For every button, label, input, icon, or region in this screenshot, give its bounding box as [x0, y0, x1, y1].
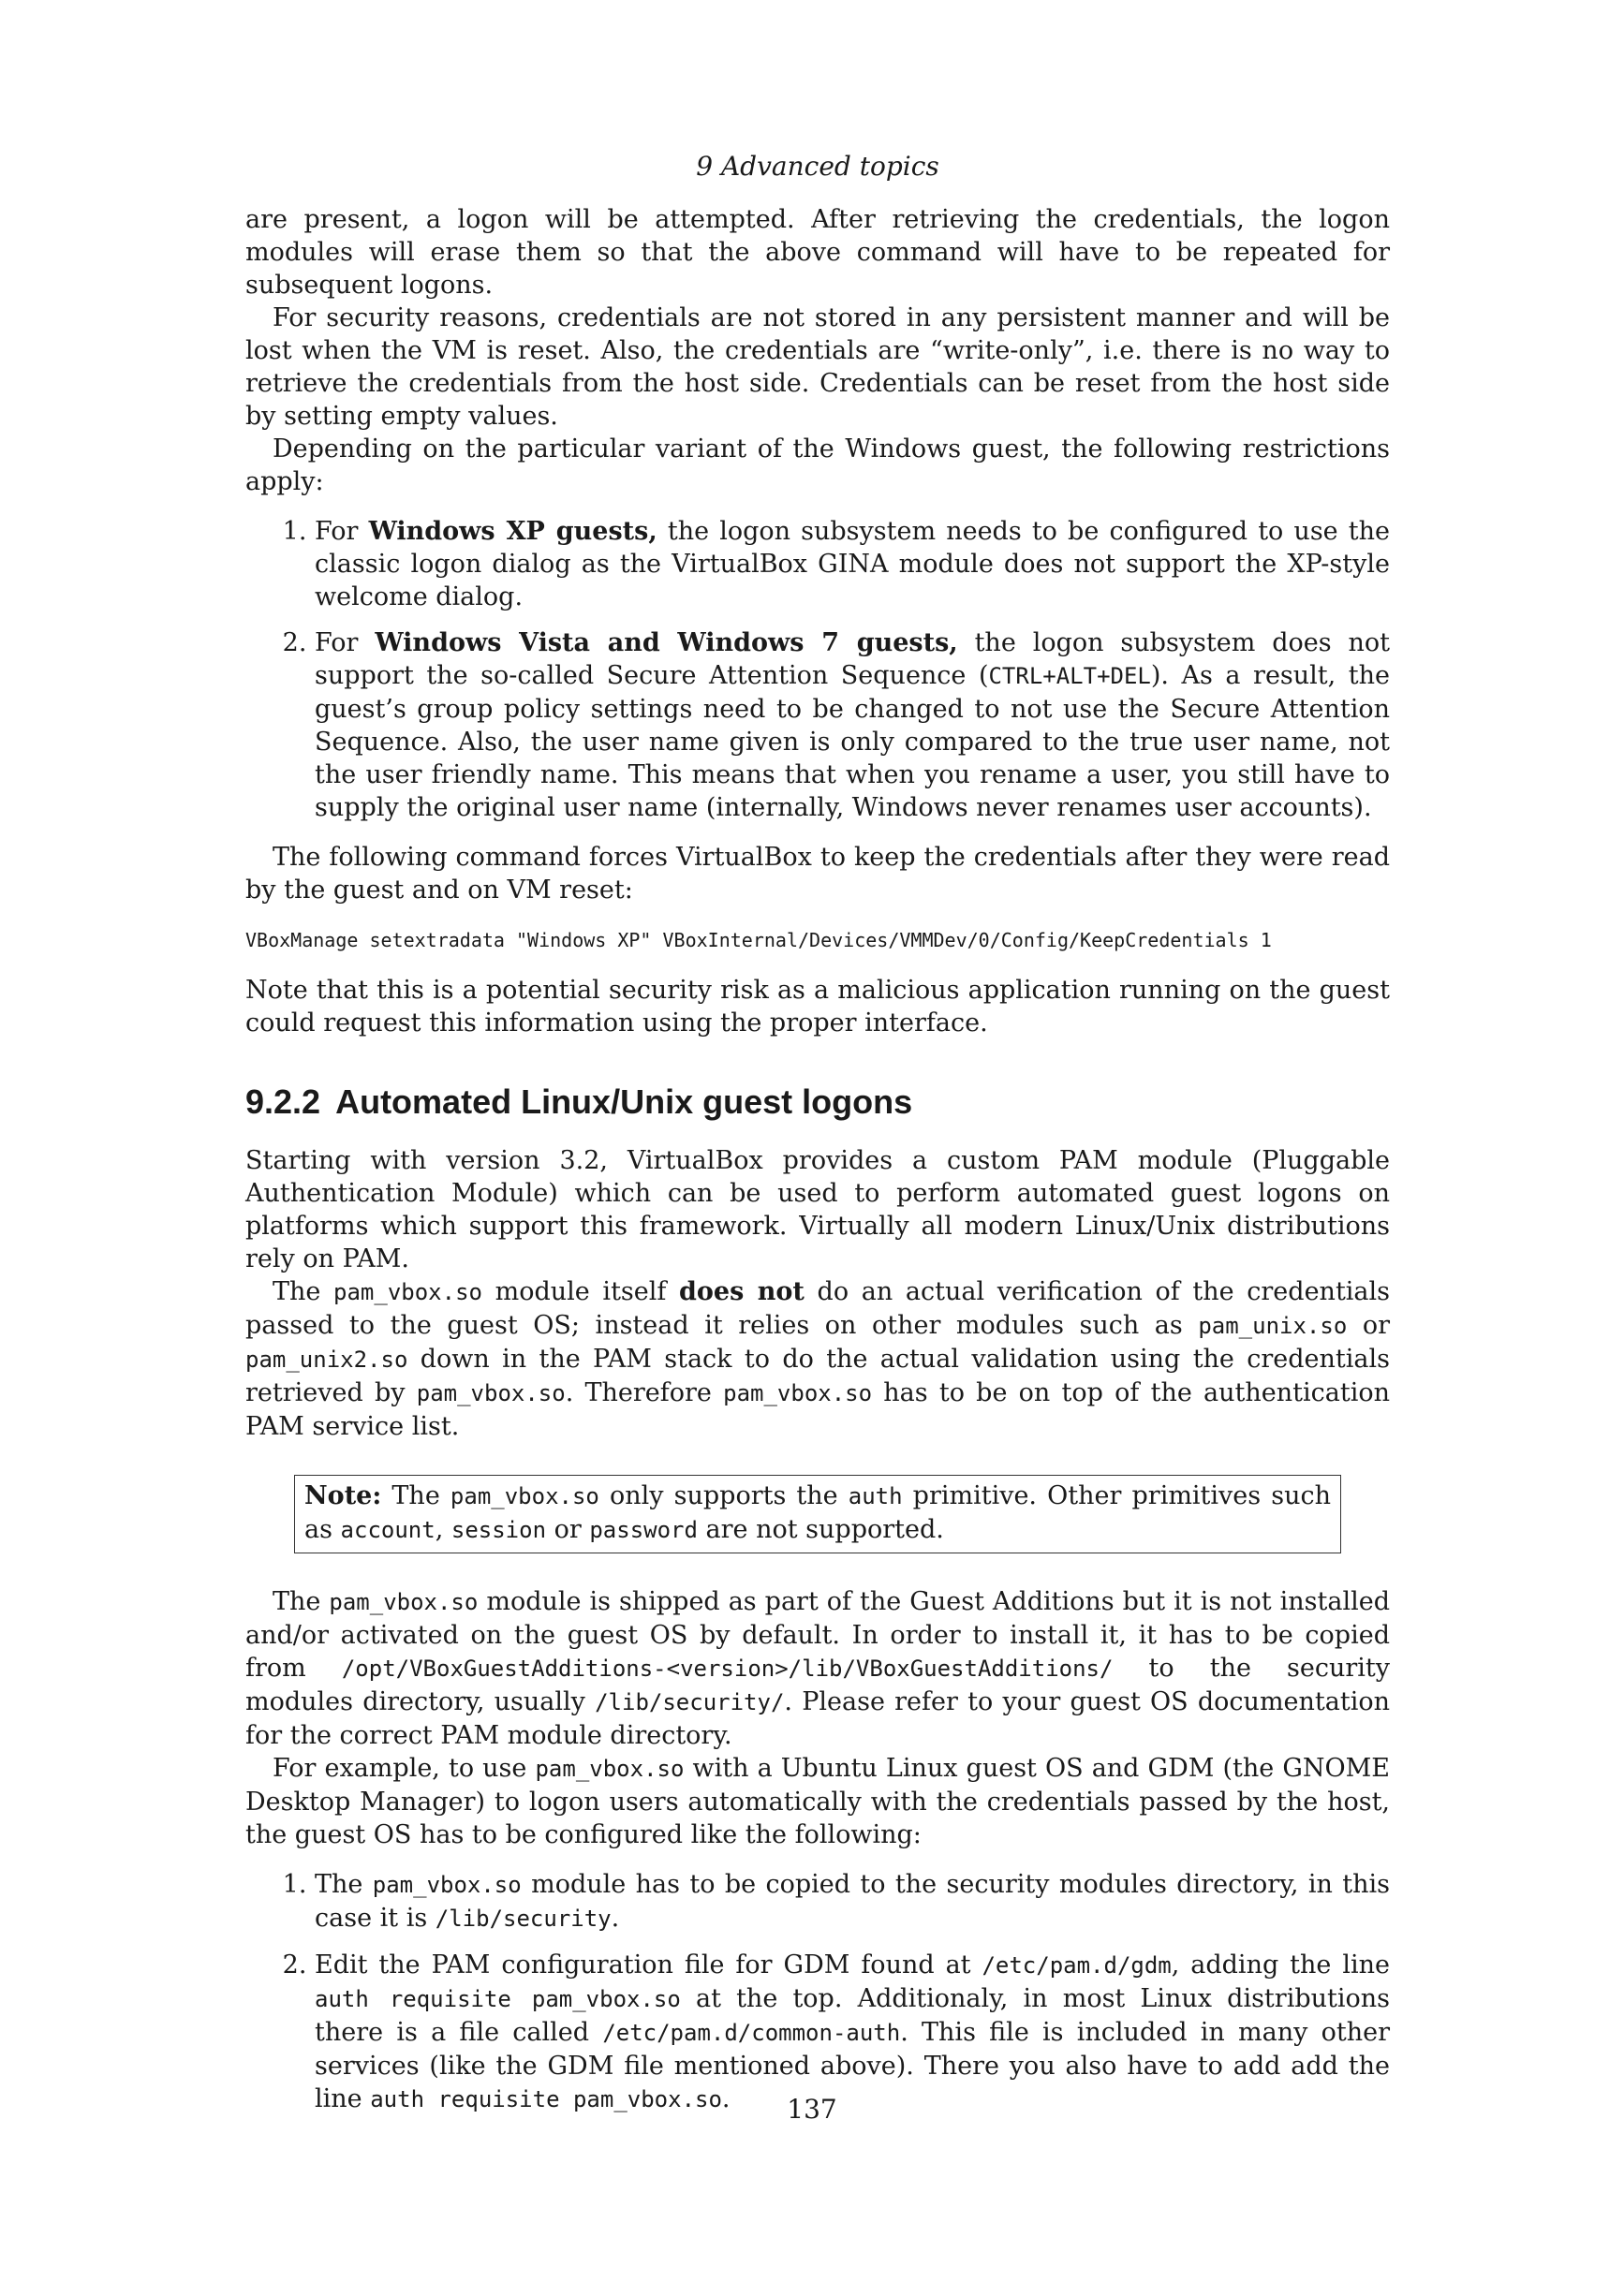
- code-block-command: VBoxManage setextradata "Windows XP" VBoxInternal/Devices/VMMDev/0/Config/KeepCredentials 1: [245, 929, 1272, 951]
- steps-list: [245, 1868, 1390, 2116]
- paragraph-logon-attempt: are present, a logon will be attempted. After retrieving the credentials, the logon modules will erase them so that the above command will have to be repeated for subsequent logons.: [245, 205, 1390, 300]
- paragraph-security-risk: Note that this is a potential security risk as a malicious application running on the guest could request this information using the proper interface.: [245, 976, 1390, 1038]
- text-run: The: [273, 1277, 334, 1306]
- inline-code: pam_unix.so: [1198, 1313, 1348, 1339]
- item-text: For: [315, 517, 369, 546]
- text-run: to the security modules directory, usually: [245, 1654, 1391, 1716]
- text-run: or: [1347, 1311, 1391, 1340]
- inline-code: /etc/pam.d/gdm: [982, 1952, 1172, 1979]
- text-run: . Therefore: [565, 1378, 724, 1407]
- section-heading: [245, 1082, 1390, 1122]
- paragraph-pam-verification: [245, 1275, 1390, 1443]
- text-emphasis: does not: [679, 1277, 805, 1306]
- inline-code: pam_unix2.so: [245, 1347, 408, 1373]
- text-run: , adding the line: [1171, 1950, 1390, 1980]
- inline-code: auth: [848, 1483, 903, 1509]
- section-title: Automated Linux/Unix guest logons: [335, 1082, 913, 1121]
- text-run: do an actual verification of the credentials passed to the guest OS; instead it relies on other modules such as: [245, 1277, 1391, 1340]
- text-run: ,: [435, 1515, 451, 1544]
- list-item: [315, 1949, 1390, 2116]
- paragraph-pam-intro: Starting with version 3.2, VirtualBox provides a custom PAM module (Pluggable Authentication Module) which can be used to perform automated guest logons on platforms which support this framework. Virtually all modern Linux/Unix distributions rely on PAM.: [245, 1146, 1390, 1273]
- paragraph-pam-install: [245, 1585, 1390, 1752]
- page-number: 137: [787, 2094, 837, 2125]
- item-text: ). As a result, the guest’s group policy settings need to be changed to not use the Secure Attention Sequence. Also, the user name given is only compared to the true user name, not the user friendly name. This means that when you rename a user, you still have to supply the original user name (internally, Windows never renames user accounts).: [315, 661, 1390, 822]
- paragraph-restrictions-intro: Depending on the particular variant of the Windows guest, the following restrictions apply:: [245, 434, 1390, 496]
- inline-code: /opt/VBoxGuestAdditions-<version>/lib/VBoxGuestAdditions/: [341, 1656, 1114, 1682]
- text-run: The: [273, 1587, 330, 1616]
- text-run: only supports the: [598, 1481, 849, 1510]
- text-run: .: [611, 1904, 620, 1933]
- text-run: .: [721, 2084, 731, 2113]
- item-text: the logon subsystem needs to be configured to use the classic logon dialog as the VirtualBox GINA module does not support the XP-style welcome dialog.: [315, 517, 1390, 611]
- inline-code: account: [340, 1517, 436, 1543]
- inline-code: pam_vbox.so: [333, 1279, 482, 1305]
- note-text: [304, 1479, 1331, 1547]
- inline-code: password: [589, 1517, 698, 1543]
- inline-code: auth requisite pam_vbox.so: [370, 2086, 722, 2112]
- inline-code: session: [450, 1517, 547, 1543]
- note-label: Note:: [304, 1481, 382, 1510]
- text-run: The: [381, 1481, 450, 1510]
- list-item: [315, 515, 1390, 613]
- text-run: module itself: [481, 1277, 680, 1306]
- inline-code: pam_vbox.so: [450, 1483, 599, 1509]
- restrictions-list: [245, 515, 1390, 824]
- paragraph-command-intro: The following command forces VirtualBox to keep the credentials after they were read by the guest and on VM reset:: [245, 843, 1390, 905]
- item-text: For: [315, 628, 376, 657]
- text-run: down in the PAM stack to do the actual validation using the credentials retrieved by: [245, 1345, 1390, 1407]
- text-run: with a Ubuntu Linux guest OS and GDM (the GNOME Desktop Manager) to logon users automatically with the credentials passed by the host, the guest OS has to be configured like the following:: [245, 1754, 1391, 1849]
- note-box: [294, 1475, 1341, 1553]
- inline-code: pam_vbox.so: [329, 1589, 479, 1615]
- section-number: 9.2.2: [245, 1082, 321, 1121]
- running-head: 9 Advanced topics: [696, 151, 939, 182]
- text-run: module has to be copied to the security modules directory, in this case it is: [315, 1870, 1390, 1933]
- document-page: [245, 150, 1390, 2133]
- inline-code: auth requisite pam_vbox.so: [315, 1986, 681, 2012]
- text-run: For example, to use: [273, 1754, 536, 1783]
- inline-code: /etc/pam.d/common-auth: [602, 2020, 901, 2046]
- text-run: . This file is included in many other services (like the GDM file mentioned above). There you also have to add add the line: [315, 2018, 1390, 2113]
- inline-code: pam_vbox.so: [535, 1756, 685, 1782]
- text-run: . Please refer to your guest OS documentation for the correct PAM module directory.: [245, 1687, 1390, 1750]
- text-run: has to be on top of the authentication PAM service list.: [245, 1378, 1390, 1441]
- text-run: primitive. Other primitives such as: [304, 1481, 1331, 1544]
- paragraph-ubuntu-example: [245, 1752, 1390, 1851]
- text-run: at the top. Additionaly, in most Linux distributions there is a file called: [315, 1984, 1390, 2047]
- text-run: The: [315, 1870, 373, 1899]
- item-text: the logon subsystem does not support the so-called Secure Attention Sequence (: [315, 628, 1390, 690]
- list-item: [315, 626, 1390, 824]
- inline-code: pam_vbox.so: [723, 1380, 873, 1406]
- text-run: module is shipped as part of the Guest Additions but it is not installed and/or activated on the guest OS by default. In order to install it, it has to be copied from: [245, 1587, 1390, 1683]
- text-run: or: [546, 1515, 590, 1544]
- inline-code: CTRL+ALT+DEL: [988, 663, 1151, 689]
- text-run: are not supported.: [697, 1515, 944, 1544]
- list-item: [315, 1868, 1390, 1935]
- item-emphasis: Windows Vista and Windows 7 guests,: [375, 628, 958, 657]
- inline-code: pam_vbox.so: [372, 1872, 522, 1898]
- inline-code: pam_vbox.so: [416, 1380, 566, 1406]
- inline-code: /lib/security/: [595, 1689, 785, 1715]
- paragraph-security-reasons: For security reasons, credentials are not stored in any persistent manner and will be lost when the VM is reset. Also, the credentials are “write-only”, i.e. there is no way to retrieve the credentials from the host side. Credentials can be reset from the host side by setting empty values.: [245, 303, 1390, 431]
- text-run: Edit the PAM configuration file for GDM found at: [315, 1950, 982, 1980]
- item-emphasis: Windows XP guests,: [368, 517, 657, 546]
- inline-code: /lib/security: [435, 1906, 612, 1932]
